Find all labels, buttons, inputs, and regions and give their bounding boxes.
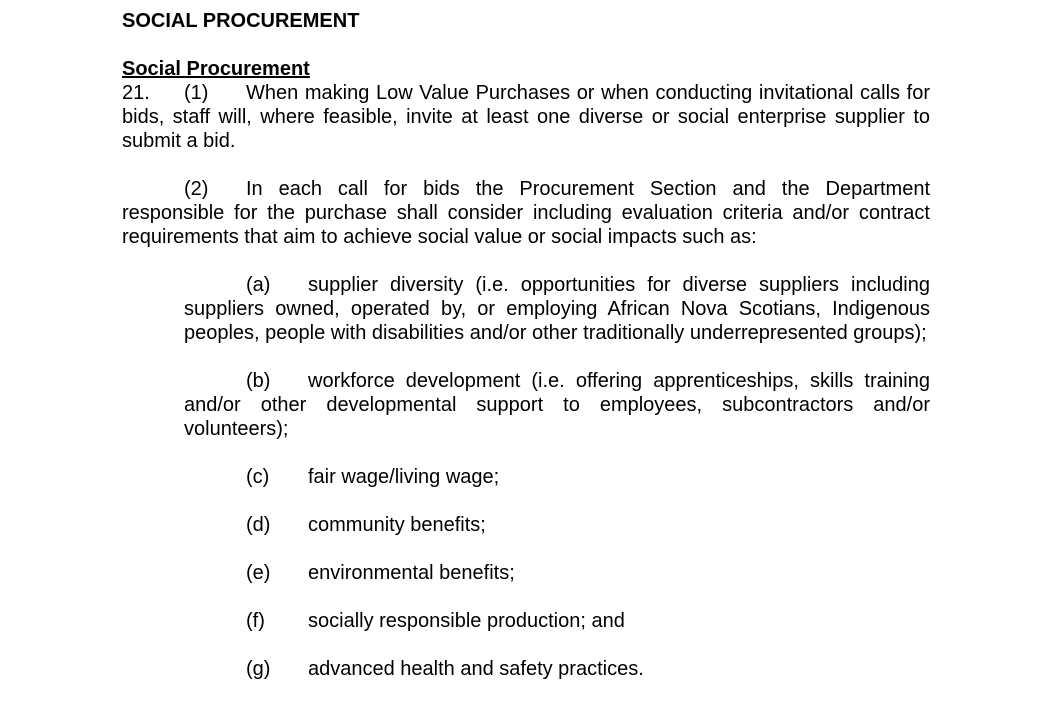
list-item bbox=[184, 273, 930, 345]
list-item-label: (f) bbox=[246, 610, 265, 632]
paragraph-1-label: (1) bbox=[184, 82, 209, 104]
list-item-label: (c) bbox=[246, 466, 270, 488]
list-item-label: (a) bbox=[246, 274, 271, 296]
list-item-text: fair wage/living wage; bbox=[308, 466, 500, 488]
list-item bbox=[246, 657, 930, 681]
list-item-text: socially responsible production; and bbox=[308, 610, 625, 632]
clause-number: 21. bbox=[122, 82, 150, 104]
list-item-label: (b) bbox=[246, 370, 271, 392]
list-item bbox=[246, 609, 930, 633]
list-item bbox=[246, 513, 930, 537]
list-item-text: workforce development (i.e. offering apprenticeships, skills training and/or other developmental support to employees, subcontractors and/or volunteers); bbox=[184, 370, 930, 440]
paragraph-1-text: When making Low Value Purchases or when conducting invitational calls for bids, staff will, where feasible, invite at least one diverse or social enterprise supplier to submit a bid. bbox=[122, 82, 930, 152]
list-item bbox=[184, 369, 930, 441]
list-item-text: advanced health and safety practices. bbox=[308, 658, 644, 680]
list-item-text: community benefits; bbox=[308, 514, 486, 536]
document-page bbox=[122, 9, 930, 681]
list-item-label: (e) bbox=[246, 562, 271, 584]
list-item-text: environmental benefits; bbox=[308, 562, 515, 584]
paragraph-2-text: In each call for bids the Procurement Section and the Department responsible for the purchase shall consider including evaluation criteria and/or contract requirements that aim to achieve social value or social impacts such as: bbox=[122, 178, 930, 248]
criteria-list bbox=[184, 273, 930, 465]
list-item bbox=[246, 561, 930, 585]
list-item-label: (g) bbox=[246, 658, 271, 680]
list-item-text: supplier diversity (i.e. opportunities for diverse suppliers including suppliers owned, operated by, or employing African Nova Scotians, Indigenous peoples, people with disabilities and/or other traditionally underrepresented groups); bbox=[184, 274, 930, 344]
paragraph-2-label: (2) bbox=[184, 178, 209, 200]
paragraph-1 bbox=[122, 81, 930, 153]
subsection-title: Social Procurement bbox=[122, 58, 310, 80]
paragraph-2 bbox=[122, 177, 930, 249]
list-item bbox=[246, 465, 930, 489]
list-item-label: (d) bbox=[246, 514, 271, 536]
section-title: SOCIAL PROCUREMENT bbox=[122, 10, 360, 32]
